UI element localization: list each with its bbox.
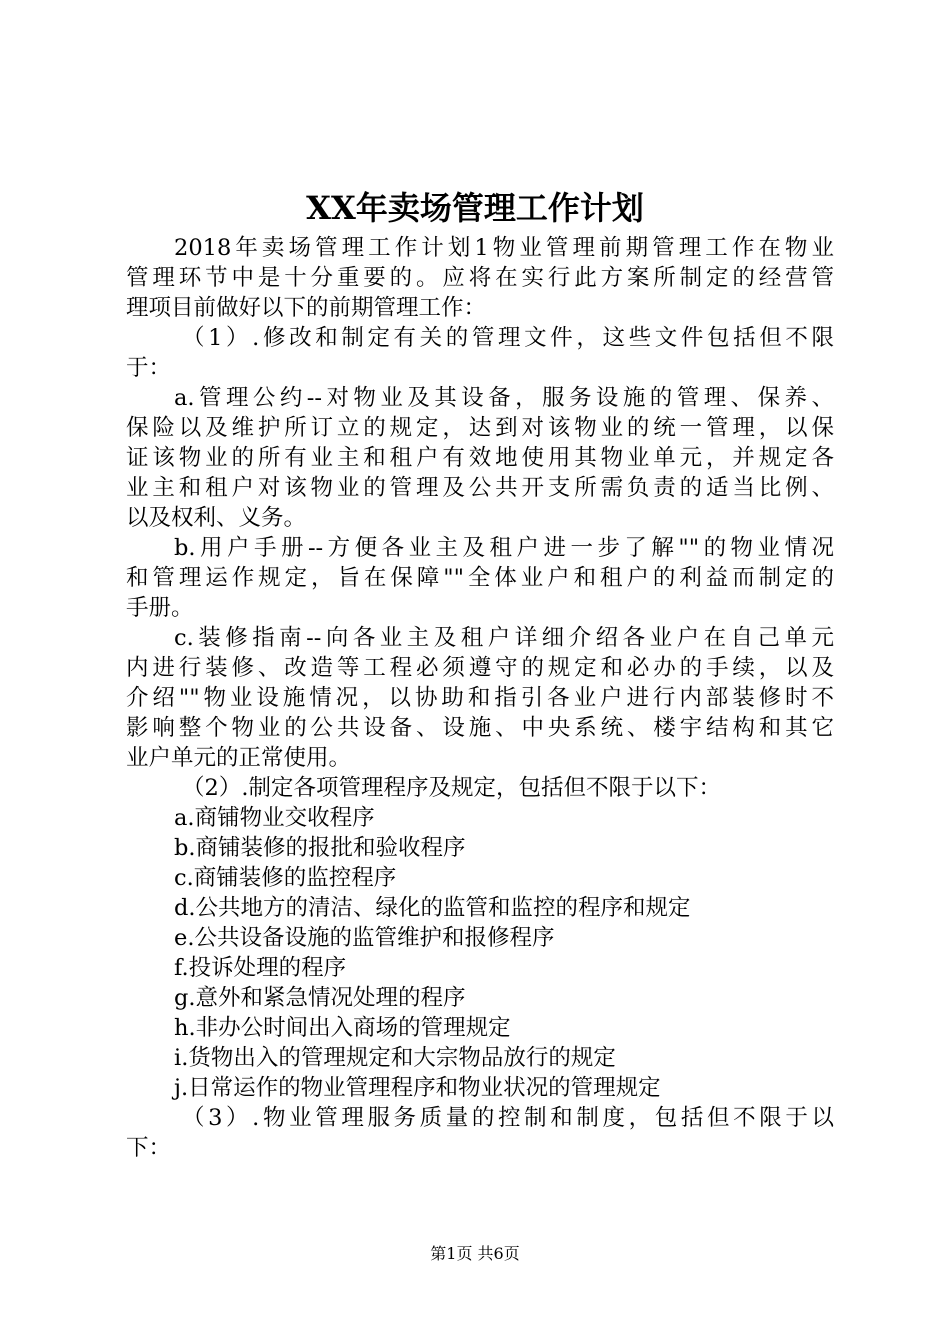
paragraph-line: a.管理公约--对物业及其设备，服务设施的管理、保养、: [174, 385, 834, 411]
document-title: XX年卖场管理工作计划: [306, 189, 644, 227]
paragraph-line: 业主和租户对该物业的管理及公共开支所需负责的适当比例、: [126, 475, 834, 501]
paragraph-line: c.装修指南--向各业主及租户详细介绍各业户在自己单元: [174, 625, 834, 651]
paragraph-line: 业户单元的正常使用。: [126, 745, 352, 771]
list-item: h.非办公时间出入商场的管理规定: [174, 1015, 511, 1041]
section-heading: （3）.物业管理服务质量的控制和制度，包括但不限于以: [182, 1105, 834, 1131]
paragraph-line: b.用户手册--方便各业主及租户进一步了解""的物业情况: [174, 535, 834, 561]
paragraph-line: 内进行装修、改造等工程必须遵守的规定和必办的手续，以及: [126, 655, 834, 681]
paragraph-line: 以及权利、义务。: [126, 505, 307, 531]
paragraph-line: （1）.修改和制定有关的管理文件，这些文件包括但不限: [182, 325, 834, 351]
list-item: c.商铺装修的监控程序: [174, 865, 397, 891]
paragraph-line: 影响整个物业的公共设备、设施、中央系统、楼宇结构和其它: [126, 715, 834, 741]
paragraph-line: 理项目前做好以下的前期管理工作：: [126, 295, 487, 321]
list-item: d.公共地方的清洁、绿化的监管和监控的程序和规定: [174, 895, 691, 921]
paragraph-line: 管理环节中是十分重要的。应将在实行此方案所制定的经营管: [126, 265, 834, 291]
list-item: j.日常运作的物业管理程序和物业状况的管理规定: [174, 1075, 661, 1101]
list-item: e.公共设备设施的监管维护和报修程序: [174, 925, 555, 951]
list-item: g.意外和紧急情况处理的程序: [174, 985, 466, 1011]
page-footer: 第1页 共6页: [430, 1244, 520, 1263]
paragraph-line: 介绍""物业设施情况，以协助和指引各业户进行内部装修时不: [126, 685, 834, 711]
paragraph-line: 手册。: [126, 595, 194, 621]
paragraph-line: 和管理运作规定，旨在保障""全体业户和租户的利益而制定的: [126, 565, 834, 591]
list-item: i.货物出入的管理规定和大宗物品放行的规定: [174, 1045, 616, 1071]
section-heading: （2）.制定各项管理程序及规定，包括但不限于以下：: [182, 775, 721, 801]
paragraph-line: 保险以及维护所订立的规定，达到对该物业的统一管理，以保: [126, 415, 834, 441]
list-item: f.投诉处理的程序: [174, 955, 347, 981]
list-item: b.商铺装修的报批和验收程序: [174, 835, 466, 861]
paragraph-line: 于：: [126, 355, 172, 381]
paragraph-line: 下：: [126, 1135, 172, 1161]
list-item: a.商铺物业交收程序: [174, 805, 375, 831]
paragraph-line: 2018年卖场管理工作计划1物业管理前期管理工作在物业: [174, 235, 834, 261]
paragraph-line: 证该物业的所有业主和租户有效地使用其物业单元，并规定各: [126, 445, 834, 471]
document-body: [126, 233, 834, 1163]
